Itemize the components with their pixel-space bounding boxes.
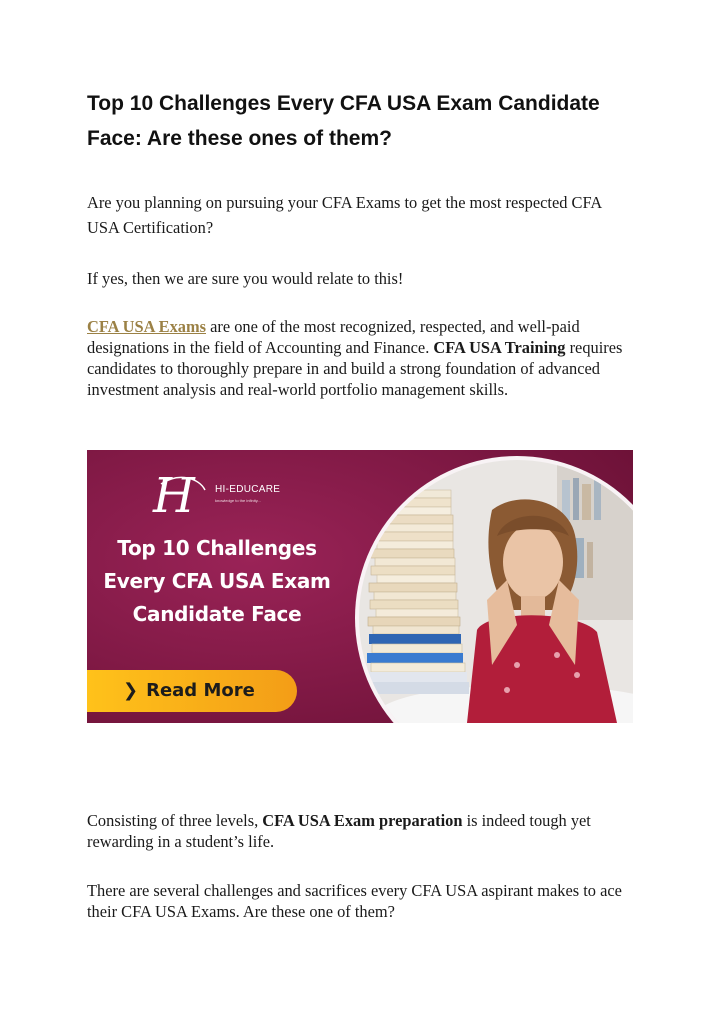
read-more-button[interactable] (87, 670, 297, 712)
paragraph-text: requires candidates to thoroughly prepare in and build a strong foundation of advanced investment analysis and real-world portfolio management skills. (87, 338, 623, 399)
levels-paragraph (87, 810, 632, 852)
relate-paragraph: If yes, then we are sure you would relate to this! (87, 269, 404, 288)
brand-name: HI-EDUCARE (215, 484, 281, 495)
paragraph-text: Consisting of three levels, (87, 811, 263, 830)
promo-banner-image[interactable] (87, 450, 633, 723)
cfa-description-paragraph (87, 316, 632, 400)
cfa-usa-exams-link[interactable]: CFA USA Exams (87, 317, 206, 336)
banner-heading-line: Candidate Face (132, 602, 302, 626)
document-title: Top 10 Challenges Every CFA USA Exam Candidate Face: Are these ones of them? (87, 92, 600, 150)
brand-tagline: knowledge to the infinity... (215, 498, 261, 503)
banner-heading-line: Every CFA USA Exam (103, 569, 331, 593)
paragraph-text: is indeed tough yet rewarding in a student’s life. (87, 811, 591, 851)
bold-phrase: CFA USA Training (433, 338, 566, 357)
paragraph-text: are one of the most recognized, respected, and well-paid designations in the field of Accounting and Finance. (87, 317, 580, 357)
challenges-paragraph: There are several challenges and sacrifices every CFA USA aspirant makes to ace their CFA USA Exams. Are these one of them? (87, 881, 622, 921)
banner-heading-line: Top 10 Challenges (117, 536, 317, 560)
chevron-right-icon: ❯ (123, 680, 139, 701)
read-more-label: Read More (146, 680, 255, 701)
banner-heading (93, 532, 341, 631)
svg-text:H: H (153, 468, 195, 524)
bold-phrase: CFA USA Exam preparation (262, 811, 463, 830)
intro-paragraph: Are you planning on pursuing your CFA Exams to get the most respected CFA USA Certification? (87, 193, 602, 237)
